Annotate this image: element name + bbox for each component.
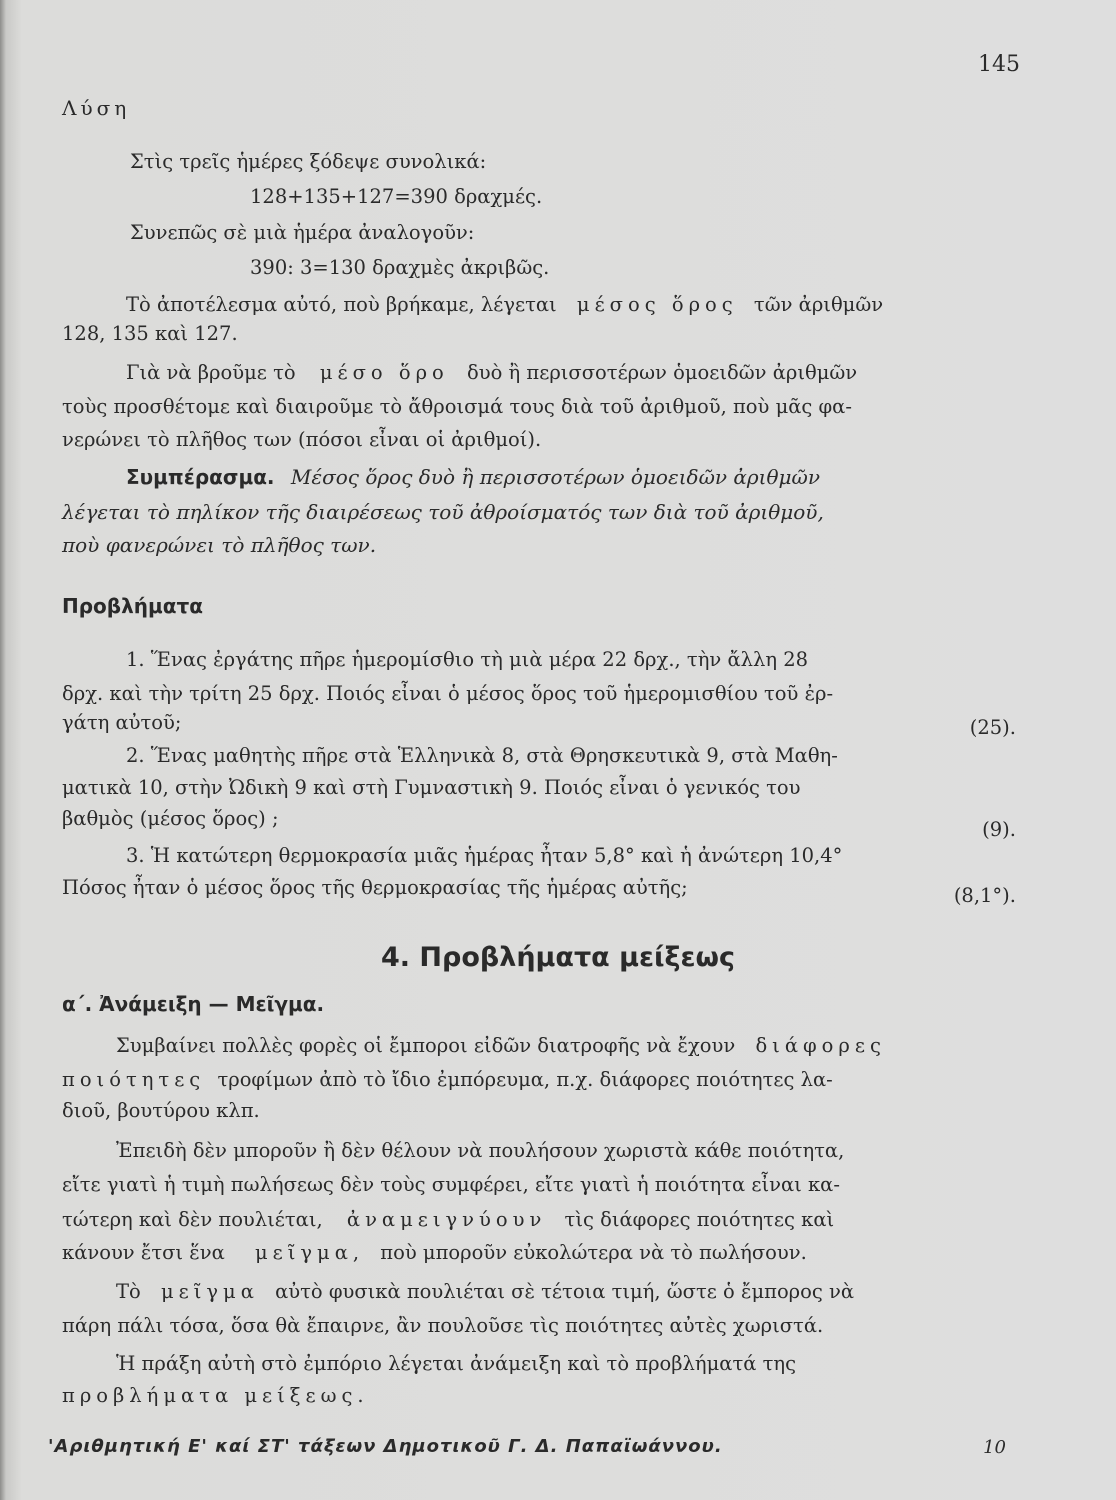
mixture-paragraph-line: Ἡ πράξη αὐτὴ στὸ ἐμπόριο λέγεται ἀνάμειξη καὶ τὸ προβλήματά της <box>116 1352 796 1375</box>
solution-line: Στὶς τρεῖς ἡμέρες ξόδεψε συνολικά: <box>130 150 487 173</box>
method-paragraph-line <box>126 361 857 384</box>
conclusion-line <box>126 465 820 489</box>
term-mixing-problems: προβλήματα μείξεως. <box>62 1384 369 1407</box>
problem-line: Πόσος ἦταν ὁ μέσος ὅρος τῆς θερμοκρασίας τῆς ἡμέρας αὐτῆς; <box>62 876 688 899</box>
text-fragment: Γιὰ νὰ βροῦμε τὸ <box>126 361 296 384</box>
term-mean: μέσος ὅρος <box>576 293 738 316</box>
problems-heading: Προβλήματα <box>62 594 203 618</box>
mean-paragraph-line: 128, 135 καὶ 127. <box>62 322 238 345</box>
conclusion-text: Μέσος ὅρος δυὸ ἢ περισσοτέρων ὁμοειδῶν ἀριθμῶν <box>290 465 821 489</box>
text-fragment: τροφίμων ἀπὸ τὸ ἴδιο ἐμπόρευμα, π.χ. διάφορες ποιότητες λα- <box>217 1068 833 1091</box>
problem-line: ματικὰ 10, στὴν Ὠδικὴ 9 καὶ στὴ Γυμναστικὴ 9. Ποιός εἶναι ὁ γενικός του <box>62 776 801 799</box>
term-mixture: μεῖγμα <box>160 1280 259 1303</box>
mixture-paragraph-line <box>62 1068 833 1091</box>
method-paragraph-line: τοὺς προσθέτομε καὶ διαιροῦμε τὸ ἄθροισμά τους διὰ τοῦ ἀριθμοῦ, ποὺ μᾶς φα- <box>62 395 852 418</box>
problem-line: 3. Ἡ κατώτερη θερμοκρασία μιᾶς ἡμέρας ἦταν 5,8° καὶ ἡ ἀνώτερη 10,4° <box>126 844 843 867</box>
term-qualities: ποιότητες <box>62 1068 206 1091</box>
text-fragment: Τὸ ἀποτέλεσμα αὐτό, ποὺ βρήκαμε, λέγεται <box>126 293 557 316</box>
book-footer: 'Αριθμητική Ε' καί ΣΤ' τάξεων Δημοτικοῦ Γ. Δ. Παπαϊωάννου. <box>48 1436 723 1457</box>
problem-line: δρχ. καὶ τὴν τρίτη 25 δρχ. Ποιός εἶναι ὁ μέσος ὅρος τοῦ ἡμερομισθίου τοῦ ἐρ- <box>62 682 834 705</box>
method-paragraph-line: νερώνει τὸ πλῆθος των (πόσοι εἶναι οἱ ἀριθμοί). <box>62 428 542 451</box>
mixture-paragraph-line: διοῦ, βουτύρου κλπ. <box>62 1099 260 1122</box>
mixture-paragraph-line: εἴτε γιατὶ ἡ τιμὴ πωλήσεως δὲν τοὺς συμφέρει, εἴτε γιατὶ ἡ ποιότητα εἶναι κα- <box>62 1173 840 1196</box>
problem-answer: (9). <box>982 818 1016 841</box>
section-subtitle: α΄. Ἀνάμειξη — Μεῖγμα. <box>62 992 325 1016</box>
mixture-paragraph-line <box>62 1208 834 1231</box>
problem-answer: (8,1°). <box>953 884 1016 907</box>
solution-line: 390: 3=130 δραχμὲς ἀκριβῶς. <box>250 256 550 279</box>
text-fragment: τώτερη καὶ δὲν πουλιέται, <box>62 1208 323 1231</box>
conclusion-line: ποὺ φανερώνει τὸ πλῆθος των. <box>62 533 377 557</box>
solution-line: Συνεπῶς σὲ μιὰ ἡμέρα ἀναλογοῦν: <box>130 221 475 244</box>
text-fragment: τὶς διάφορες ποιότητες καὶ <box>564 1208 835 1231</box>
text-fragment: δυὸ ἢ περισσοτέρων ὁμοειδῶν ἀριθμῶν <box>466 361 858 384</box>
solution-line: 128+135+127=390 δραχμές. <box>250 185 543 208</box>
conclusion-label: Συμπέρασμα. <box>126 465 275 489</box>
term-mix: ἀναμειγνύουν <box>346 1208 547 1231</box>
mean-paragraph-line <box>126 293 883 316</box>
mixture-paragraph-line <box>116 1034 886 1057</box>
text-fragment: Συμβαίνει πολλὲς φορὲς οἱ ἔμποροι εἰδῶν διατροφῆς νὰ ἔχουν <box>116 1034 736 1057</box>
sheet-number: 10 <box>983 1437 1006 1458</box>
mixture-paragraph-line <box>62 1241 807 1264</box>
text-fragment: κάνουν ἔτσι ἕνα <box>62 1241 225 1264</box>
term-mean: μέσο ὅρο <box>319 361 449 384</box>
problem-line: βαθμὸς (μέσος ὅρος) ; <box>62 807 279 830</box>
page-number: 145 <box>978 52 1020 77</box>
section-title: 4. Προβλήματα μείξεως <box>380 942 736 973</box>
problem-answer: (25). <box>969 716 1016 739</box>
problem-line: 1. Ἕνας ἐργάτης πῆρε ἡμερομίσθιο τὴ μιὰ μέρα 22 δρχ., τὴν ἄλλη 28 <box>126 648 809 671</box>
mixture-paragraph-line: Ἐπειδὴ δὲν μποροῦν ἢ δὲν θέλουν νὰ πουλήσουν χωριστὰ κάθε ποιότητα, <box>116 1139 845 1162</box>
solution-heading: Λύση <box>62 96 131 120</box>
mixture-paragraph-line: πάρη πάλι τόσα, ὅσα θὰ ἔπαιρνε, ἂν πουλοῦσε τὶς ποιότητες αὐτὲς χωριστά. <box>62 1314 824 1337</box>
term-mixture: μεῖγμα, <box>254 1241 365 1264</box>
text-fragment: Τὸ <box>116 1280 141 1303</box>
text-fragment: ποὺ μποροῦν εὐκολώτερα νὰ τὸ πωλήσουν. <box>380 1241 807 1264</box>
text-fragment: τῶν ἀριθμῶν <box>753 293 884 316</box>
problem-line: 2. Ἕνας μαθητὴς πῆρε στὰ Ἑλληνικὰ 8, στὰ Θρησκευτικὰ 9, στὰ Μαθη- <box>126 744 838 767</box>
term-various: διάφορες <box>755 1034 886 1057</box>
text-fragment: αὐτὸ φυσικὰ πουλιέται σὲ τέτοια τιμή, ὥστε ὁ ἔμπορος νὰ <box>275 1280 855 1303</box>
problem-line: γάτη αὐτοῦ; <box>62 711 182 734</box>
mixture-paragraph-line <box>116 1280 854 1303</box>
conclusion-line: λέγεται τὸ πηλίκον τῆς διαιρέσεως τοῦ ἀθροίσματός των διὰ τοῦ ἀριθμοῦ, <box>62 500 824 524</box>
